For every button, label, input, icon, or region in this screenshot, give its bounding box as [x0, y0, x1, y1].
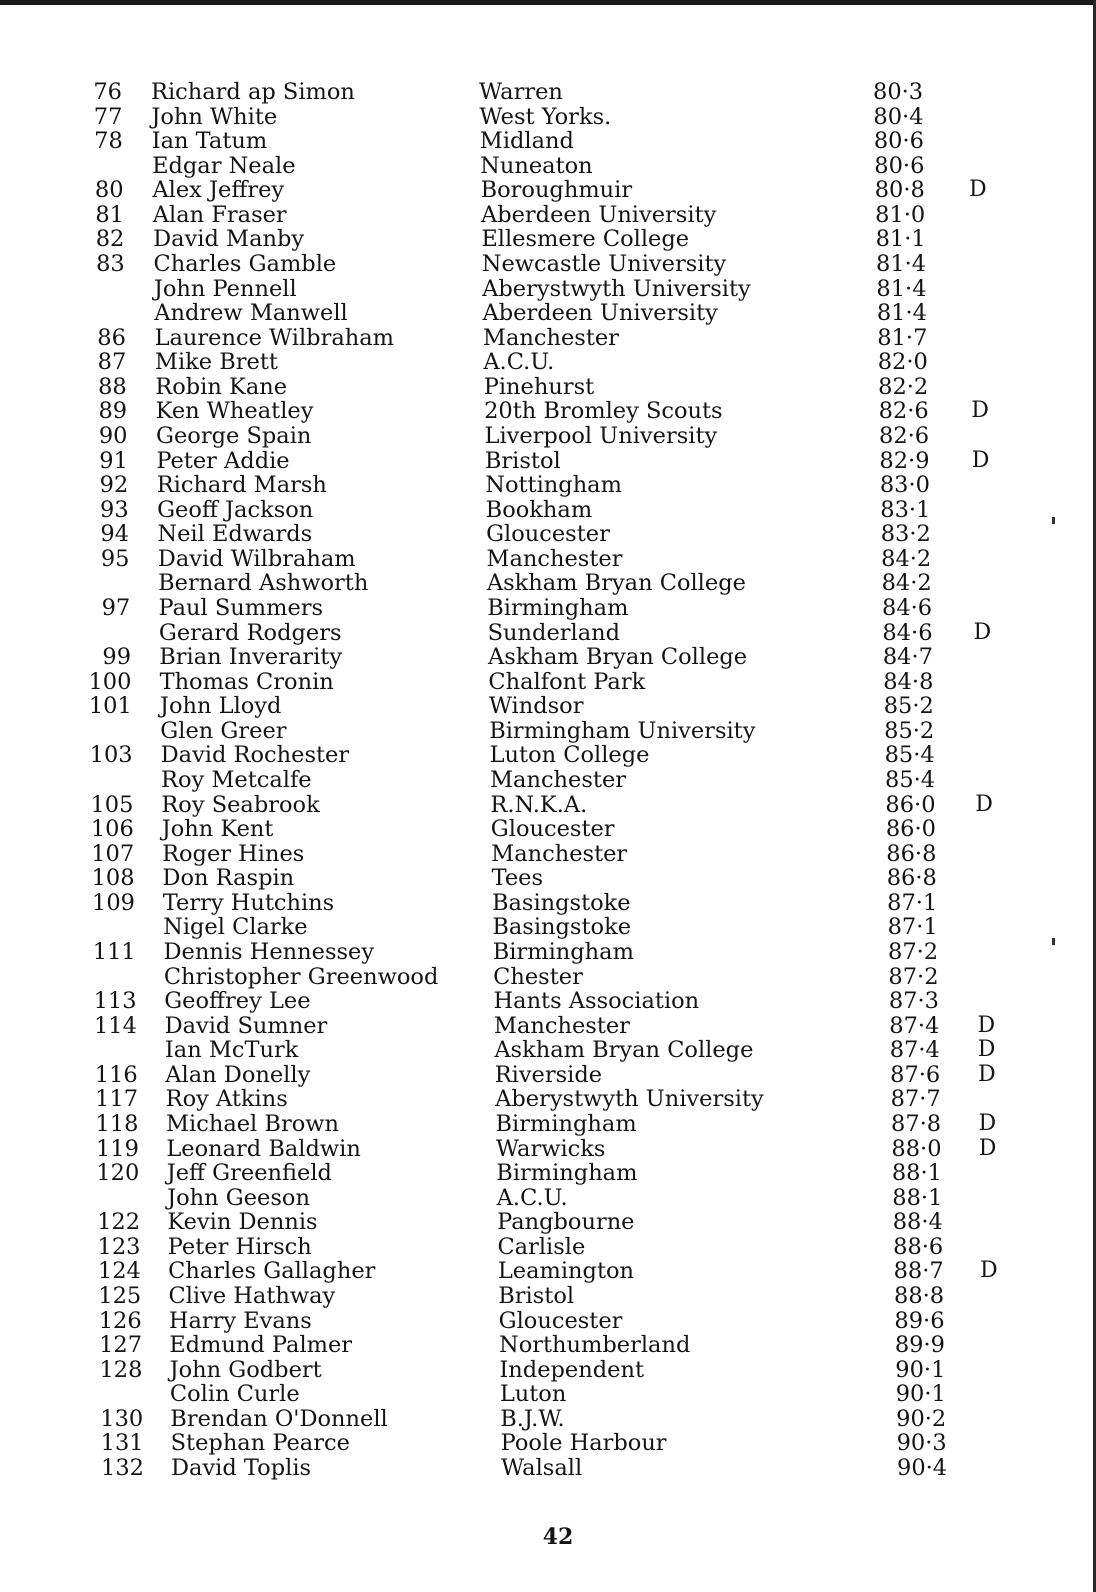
competitor-name: Gerard Rodgers: [158, 619, 342, 646]
result-row: [0, 742, 1096, 768]
competitor-name: Geoffrey Lee: [164, 988, 311, 1015]
competitor-name: Alan Donelly: [165, 1061, 311, 1088]
club-name: Nuneaton: [480, 152, 593, 179]
club-name: West Yorks.: [479, 103, 612, 130]
club-name: Northumberland: [499, 1332, 691, 1359]
club-name: Bookham: [485, 496, 593, 523]
score-value: 81·7: [877, 324, 928, 351]
score-value: 87·8: [891, 1111, 942, 1137]
score-value: 83·0: [879, 472, 930, 499]
position-number: 130: [100, 1405, 144, 1432]
club-name: Birmingham: [492, 939, 634, 965]
competitor-name: David Toplis: [171, 1455, 312, 1481]
position-number: 111: [92, 939, 136, 965]
club-name: Liverpool University: [484, 423, 718, 449]
score-value: 88·7: [893, 1258, 944, 1285]
score-value: 88·8: [894, 1283, 945, 1309]
score-value: 90·1: [895, 1356, 946, 1383]
competitor-name: Don Raspin: [162, 865, 295, 892]
competitor-name: John Lloyd: [159, 693, 282, 720]
club-name: Aberystwyth University: [495, 1086, 764, 1113]
result-row: [0, 1406, 1096, 1432]
score-value: 86·0: [885, 816, 936, 843]
competitor-name: Ian Tatum: [151, 128, 268, 155]
score-value: 82·6: [879, 423, 930, 449]
club-name: Gloucester: [490, 816, 615, 843]
result-row: [0, 104, 1096, 130]
competitor-name: Bernard Ashworth: [158, 570, 369, 597]
score-value: 81·4: [876, 251, 927, 277]
score-value: 88·0: [891, 1135, 942, 1162]
result-row: [0, 964, 1096, 990]
result-row: [0, 1209, 1096, 1235]
result-row: [0, 472, 1096, 498]
score-value: 80·8: [874, 177, 925, 204]
score-value: 80·3: [873, 79, 924, 105]
score-value: 88·1: [891, 1160, 942, 1187]
club-name: Chalfont Park: [488, 668, 646, 695]
club-name: Manchester: [493, 1012, 630, 1039]
score-value: 87·7: [890, 1086, 941, 1113]
competitor-name: David Wilbraham: [157, 545, 356, 572]
club-name: Aberdeen University: [480, 201, 717, 228]
score-value: 87·3: [888, 988, 939, 1015]
competitor-name: Glen Greer: [160, 717, 287, 744]
position-number: 131: [100, 1430, 144, 1457]
competitor-name: Ken Wheatley: [155, 398, 314, 425]
position-number: 94: [100, 521, 130, 548]
club-name: Pangbourne: [497, 1209, 635, 1236]
position-number: 108: [91, 865, 135, 892]
score-value: 84·8: [883, 668, 934, 695]
competitor-name: Terry Hutchins: [162, 889, 335, 916]
club-name: Birmingham University: [489, 717, 756, 744]
result-row: [0, 1086, 1096, 1112]
result-row: [0, 1283, 1096, 1309]
competitor-name: Kevin Dennis: [167, 1209, 318, 1236]
result-row: [0, 153, 1096, 179]
result-row: [0, 792, 1096, 818]
competitor-name: John Pennell: [153, 275, 297, 302]
score-value: 85·2: [883, 693, 934, 720]
score-value: 90·4: [897, 1455, 948, 1481]
competitor-name: Brendan O'Donnell: [170, 1405, 388, 1432]
result-row: [0, 202, 1096, 228]
club-name: Basingstoke: [492, 914, 632, 941]
result-row: [0, 1357, 1096, 1383]
competitor-name: Charles Gamble: [153, 251, 337, 277]
result-row: [0, 546, 1096, 572]
competitor-name: Dennis Hennessey: [163, 939, 375, 965]
position-number: 113: [93, 988, 137, 1015]
position-number: 105: [90, 791, 134, 818]
d-mark: D: [973, 619, 992, 645]
position-number: 92: [99, 472, 129, 499]
score-value: 88·4: [892, 1209, 943, 1236]
club-name: Tees: [491, 865, 544, 892]
score-value: 81·4: [876, 300, 927, 327]
position-number: 91: [99, 447, 128, 474]
result-row: [0, 1430, 1096, 1456]
result-row: [0, 841, 1096, 867]
competitor-name: Roger Hines: [162, 840, 305, 867]
d-mark: D: [969, 177, 987, 203]
result-row: [0, 1381, 1096, 1407]
competitor-name: Edmund Palmer: [169, 1332, 353, 1359]
score-value: 89·6: [894, 1307, 945, 1334]
club-name: Gloucester: [486, 521, 610, 548]
result-row: [0, 914, 1096, 940]
score-value: 84·2: [881, 570, 932, 597]
score-value: 87·2: [888, 939, 939, 965]
position-number: 103: [89, 742, 133, 769]
competitor-name: John Godbert: [169, 1356, 322, 1383]
competitor-name: Roy Seabrook: [161, 791, 320, 818]
competitor-name: Neil Edwards: [157, 521, 313, 548]
club-name: Carlisle: [497, 1233, 586, 1260]
club-name: A.C.U.: [496, 1184, 568, 1211]
position-number: 77: [93, 103, 123, 130]
club-name: Newcastle University: [481, 251, 727, 277]
club-name: Boroughmuir: [480, 177, 633, 204]
club-name: Aberdeen University: [482, 300, 718, 327]
competitor-name: Brian Inverarity: [159, 644, 343, 671]
competitor-name: Edgar Neale: [152, 152, 296, 179]
competitor-name: Richard ap Simon: [151, 79, 355, 105]
position-number: 117: [95, 1086, 139, 1113]
position-number: 76: [93, 79, 122, 105]
score-value: 90·3: [896, 1430, 947, 1457]
club-name: Manchester: [491, 840, 628, 867]
position-number: 100: [88, 668, 132, 695]
result-row: [0, 693, 1096, 719]
position-number: 127: [99, 1332, 143, 1359]
position-number: 88: [98, 373, 127, 400]
competitor-name: Andrew Manwell: [154, 300, 348, 327]
score-value: 88·6: [893, 1233, 944, 1260]
score-value: 80·4: [873, 103, 924, 130]
club-name: Chester: [493, 963, 583, 990]
club-name: A.C.U.: [483, 349, 555, 376]
d-mark: D: [978, 1135, 997, 1161]
club-name: Ellesmere College: [481, 226, 690, 253]
position-number: 97: [101, 595, 131, 621]
result-row: [0, 1160, 1096, 1186]
club-name: Basingstoke: [491, 889, 631, 916]
position-number: 132: [101, 1455, 144, 1481]
score-value: 82·0: [877, 349, 928, 376]
result-row: [0, 644, 1096, 670]
result-row: [0, 79, 1096, 105]
position-number: 90: [98, 423, 128, 449]
result-row: [0, 595, 1096, 621]
score-value: 83·1: [880, 496, 931, 523]
position-number: 118: [95, 1111, 139, 1137]
score-value: 85·4: [885, 767, 936, 793]
competitor-name: Michael Brown: [166, 1111, 339, 1137]
position-number: 123: [97, 1233, 141, 1260]
result-row: [0, 251, 1096, 277]
score-value: 85·4: [884, 742, 935, 769]
club-name: Leamington: [497, 1258, 635, 1285]
position-number: 120: [96, 1160, 140, 1187]
competitor-name: George Spain: [156, 423, 312, 449]
competitor-name: Alex Jeffrey: [152, 177, 285, 204]
club-name: Warren: [479, 79, 563, 105]
result-row: [0, 570, 1096, 596]
position-number: 106: [90, 816, 134, 843]
position-number: 89: [98, 398, 128, 425]
score-value: 82·6: [878, 398, 929, 425]
club-name: Windsor: [488, 693, 584, 720]
result-row: [0, 620, 1096, 646]
competitor-name: Jeff Greenfield: [166, 1160, 332, 1187]
result-row: [0, 865, 1096, 891]
result-row: [0, 325, 1096, 351]
competitor-name: Robin Kane: [155, 373, 288, 400]
club-name: Bristol: [498, 1283, 575, 1309]
result-row: [0, 300, 1096, 326]
score-value: 90·1: [895, 1381, 946, 1408]
d-mark: D: [978, 1061, 996, 1087]
result-row: [0, 1258, 1096, 1284]
club-name: Nottingham: [485, 472, 622, 499]
position-number: 81: [95, 201, 124, 228]
club-name: R.N.K.A.: [490, 791, 588, 818]
position-number: 122: [97, 1209, 141, 1236]
competitor-name: Roy Metcalfe: [161, 767, 312, 793]
result-row: [0, 398, 1096, 424]
position-number: 126: [98, 1307, 142, 1334]
score-value: 84·2: [881, 545, 932, 572]
competitor-name: Paul Summers: [158, 595, 324, 621]
print-speck: [1052, 517, 1055, 524]
score-value: 82·9: [879, 447, 930, 474]
score-value: 87·1: [887, 914, 938, 941]
club-name: Gloucester: [498, 1307, 623, 1334]
club-name: 20th Bromley Scouts: [484, 398, 723, 425]
score-value: 88·1: [892, 1184, 943, 1211]
d-mark: D: [977, 1012, 996, 1038]
club-name: Manchester: [482, 324, 619, 351]
competitor-name: Clive Hathway: [168, 1283, 336, 1309]
competitor-name: Harry Evans: [168, 1307, 312, 1334]
d-mark: D: [971, 447, 990, 473]
position-number: 116: [94, 1061, 138, 1088]
result-row: [0, 816, 1096, 842]
d-mark: D: [980, 1258, 998, 1284]
position-number: 101: [88, 693, 132, 720]
competitor-name: Stephan Pearce: [170, 1430, 350, 1457]
d-mark: D: [971, 398, 989, 424]
position-number: 78: [94, 128, 123, 155]
position-number: 95: [100, 545, 130, 572]
position-number: 99: [102, 644, 132, 671]
club-name: Warwicks: [495, 1135, 606, 1162]
result-row: [0, 521, 1096, 547]
competitor-name: Richard Marsh: [156, 472, 327, 499]
result-row: [0, 276, 1096, 302]
club-name: Manchester: [486, 545, 623, 572]
score-value: 87·4: [889, 1037, 940, 1064]
score-value: 81·4: [876, 275, 927, 302]
club-name: Aberystwyth University: [482, 275, 751, 302]
competitor-name: Leonard Baldwin: [166, 1135, 361, 1162]
page-number: 42: [542, 1524, 574, 1550]
position-number: 93: [100, 496, 129, 523]
result-row: [0, 226, 1096, 252]
score-value: 80·6: [874, 152, 925, 179]
result-row: [0, 349, 1096, 375]
d-mark: D: [975, 791, 993, 817]
result-row: [0, 1062, 1096, 1088]
competitor-name: Peter Hirsch: [167, 1233, 312, 1260]
score-value: 81·1: [875, 226, 926, 253]
result-row: [0, 1136, 1096, 1162]
club-name: Sunderland: [487, 619, 621, 646]
result-row: [0, 497, 1096, 523]
club-name: Birmingham: [495, 1111, 637, 1137]
club-name: Birmingham: [496, 1160, 638, 1187]
result-row: [0, 128, 1096, 154]
competitor-name: Roy Atkins: [165, 1086, 288, 1113]
club-name: Riverside: [494, 1061, 603, 1088]
score-value: 89·9: [894, 1332, 945, 1359]
score-value: 81·0: [875, 201, 926, 228]
club-name: Poole Harbour: [500, 1430, 667, 1457]
score-value: 86·0: [885, 791, 936, 818]
result-row: [0, 1185, 1096, 1211]
competitor-name: John White: [151, 103, 278, 130]
club-name: Askham Bryan College: [488, 644, 748, 671]
position-number: 128: [99, 1356, 143, 1383]
club-name: Luton: [499, 1381, 567, 1408]
competitor-name: John Kent: [161, 816, 274, 843]
club-name: Askham Bryan College: [486, 570, 746, 597]
score-value: 90·2: [896, 1405, 947, 1432]
position-number: 125: [98, 1283, 142, 1309]
competitor-name: David Rochester: [160, 742, 350, 769]
score-value: 86·8: [886, 840, 937, 867]
print-speck: [1052, 938, 1055, 945]
competitor-name: Charles Gallagher: [168, 1258, 376, 1285]
club-name: Askham Bryan College: [494, 1037, 754, 1064]
club-name: Birmingham: [487, 595, 629, 621]
position-number: 82: [95, 226, 125, 253]
score-value: 87·1: [887, 889, 938, 916]
score-value: 84·7: [882, 644, 933, 671]
result-row: [0, 669, 1096, 695]
score-value: 85·2: [884, 717, 935, 744]
result-row: [0, 1111, 1096, 1137]
position-number: 119: [95, 1135, 139, 1162]
result-row: [0, 767, 1096, 793]
result-row: [0, 423, 1096, 449]
club-name: Hants Association: [493, 988, 700, 1015]
position-number: 87: [97, 349, 127, 376]
club-name: Manchester: [490, 767, 627, 793]
score-value: 87·6: [890, 1061, 941, 1088]
club-name: Walsall: [501, 1455, 583, 1481]
result-row: [0, 988, 1096, 1014]
result-row: [0, 1455, 1096, 1481]
competitor-name: Ian McTurk: [164, 1037, 299, 1064]
result-row: [0, 1332, 1096, 1358]
result-row: [0, 1308, 1096, 1334]
score-value: 80·6: [873, 128, 924, 155]
competitor-name: David Sumner: [164, 1012, 328, 1039]
score-value: 83·2: [880, 521, 931, 548]
result-row: [0, 939, 1096, 965]
result-row: [0, 448, 1096, 474]
competitor-name: Peter Addie: [156, 447, 290, 474]
position-number: 109: [92, 889, 135, 916]
score-value: 87·4: [889, 1012, 940, 1039]
d-mark: D: [977, 1037, 996, 1063]
score-value: 82·2: [878, 373, 929, 400]
club-name: Independent: [499, 1356, 644, 1383]
result-row: [0, 177, 1096, 203]
competitor-name: Alan Fraser: [152, 201, 287, 228]
score-value: 84·6: [882, 595, 933, 621]
result-row: [0, 1013, 1096, 1039]
competitor-name: Geoff Jackson: [157, 496, 314, 523]
d-mark: D: [978, 1111, 997, 1136]
position-number: 114: [93, 1012, 137, 1039]
club-name: Bristol: [484, 447, 561, 474]
competitor-name: Mike Brett: [154, 349, 278, 376]
club-name: Midland: [479, 128, 574, 155]
result-row: [0, 890, 1096, 916]
result-row: [0, 374, 1096, 400]
position-number: 80: [94, 177, 124, 204]
result-row: [0, 718, 1096, 744]
result-row: [0, 1037, 1096, 1063]
club-name: Pinehurst: [483, 373, 595, 400]
competitor-name: Thomas Cronin: [159, 668, 334, 695]
competitor-name: David Manby: [153, 226, 305, 253]
competitor-name: John Geeson: [167, 1184, 310, 1211]
score-value: 87·2: [888, 963, 939, 990]
position-number: 124: [97, 1258, 141, 1285]
position-number: 86: [97, 324, 126, 351]
competitor-name: Christopher Greenwood: [163, 963, 439, 990]
competitor-name: Laurence Wilbraham: [154, 324, 394, 351]
club-name: B.J.W.: [500, 1405, 565, 1432]
score-value: 86·8: [886, 865, 937, 892]
competitor-name: Colin Curle: [169, 1381, 300, 1408]
position-number: 83: [96, 251, 125, 277]
result-row: [0, 1234, 1096, 1260]
score-value: 84·6: [882, 619, 933, 646]
club-name: Luton College: [489, 742, 650, 769]
position-number: 107: [91, 840, 135, 867]
competitor-name: Nigel Clarke: [163, 914, 308, 941]
